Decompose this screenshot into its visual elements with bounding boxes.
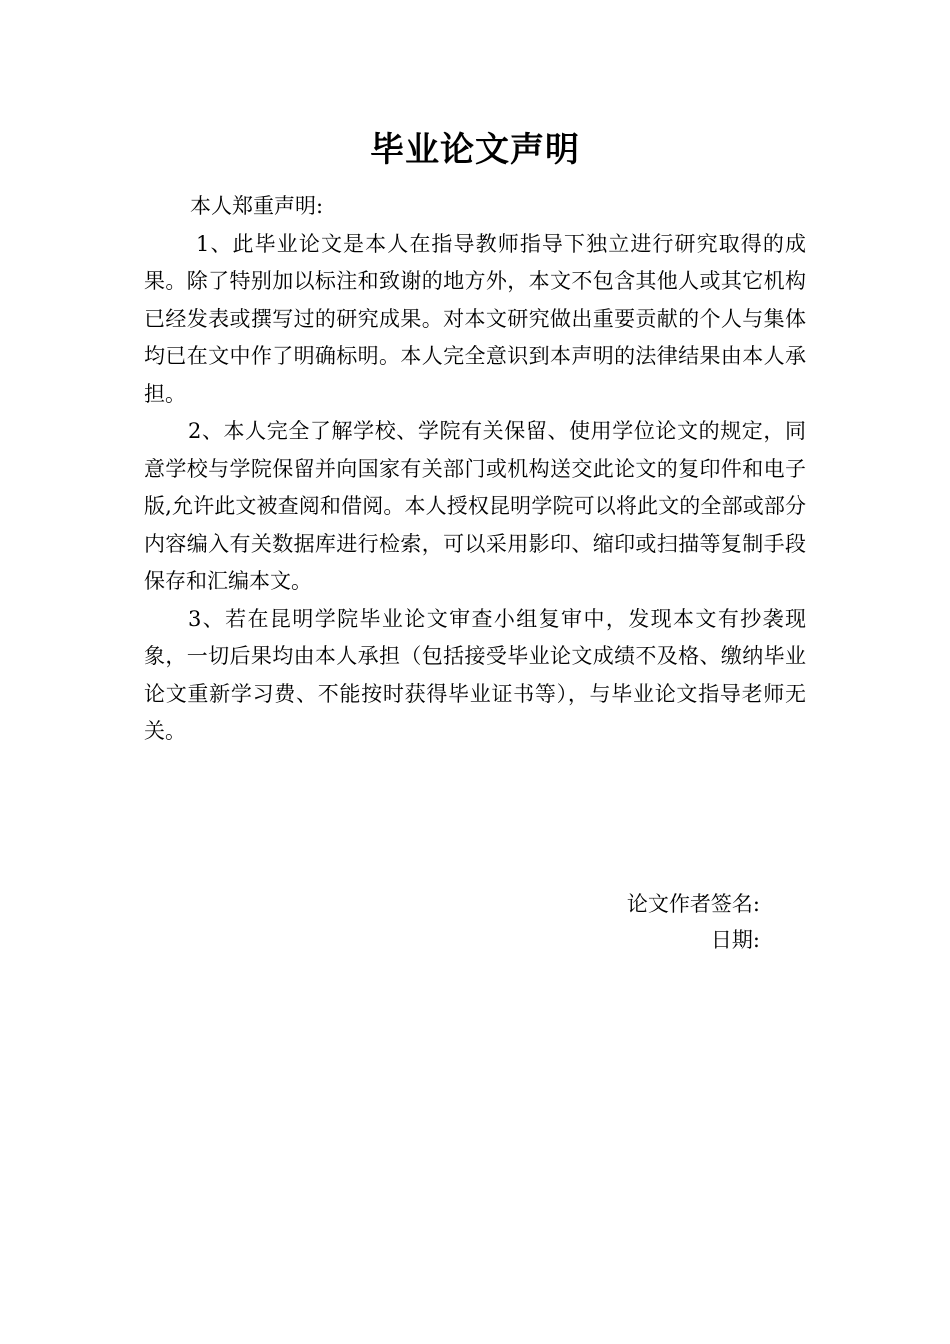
- declaration-paragraph-1: 1、此毕业论文是本人在指导教师指导下独立进行研究取得的成果。除了特别加以标注和致谢的地方外，本文不包含其他人或其它机构已经发表或撰写过的研究成果。对本文研究做出重要贡献的个人与集体均已在文中作了明确标明。本人完全意识到本声明的法律结果由本人承担。: [144, 231, 806, 406]
- signature-block: [560, 886, 760, 958]
- declaration-paragraph-2: 2、本人完全了解学校、学院有关保留、使用学位论文的规定，同意学校与学院保留并向国家有关部门或机构送交此论文的复印件和电子版,允许此文被查阅和借阅。本人授权昆明学院可以将此文的全部或部分内容编入有关数据库进行检索，可以采用影印、缩印或扫描等复制手段保存和汇编本文。: [144, 419, 806, 593]
- declaration-paragraph-3: 3、若在昆明学院毕业论文审查小组复审中，发现本文有抄袭现象，一切后果均由本人承担（包括接受毕业论文成绩不及格、缴纳毕业论文重新学习费、不能按时获得毕业证书等），与毕业论文指导老师无关。: [144, 606, 806, 743]
- date-label: 日期:: [710, 928, 760, 952]
- author-signature-label: 论文作者签名:: [626, 892, 760, 916]
- declaration-body: [144, 188, 806, 751]
- declaration-intro: 本人郑重声明:: [190, 194, 324, 218]
- page-title: 毕业论文声明: [370, 130, 580, 170]
